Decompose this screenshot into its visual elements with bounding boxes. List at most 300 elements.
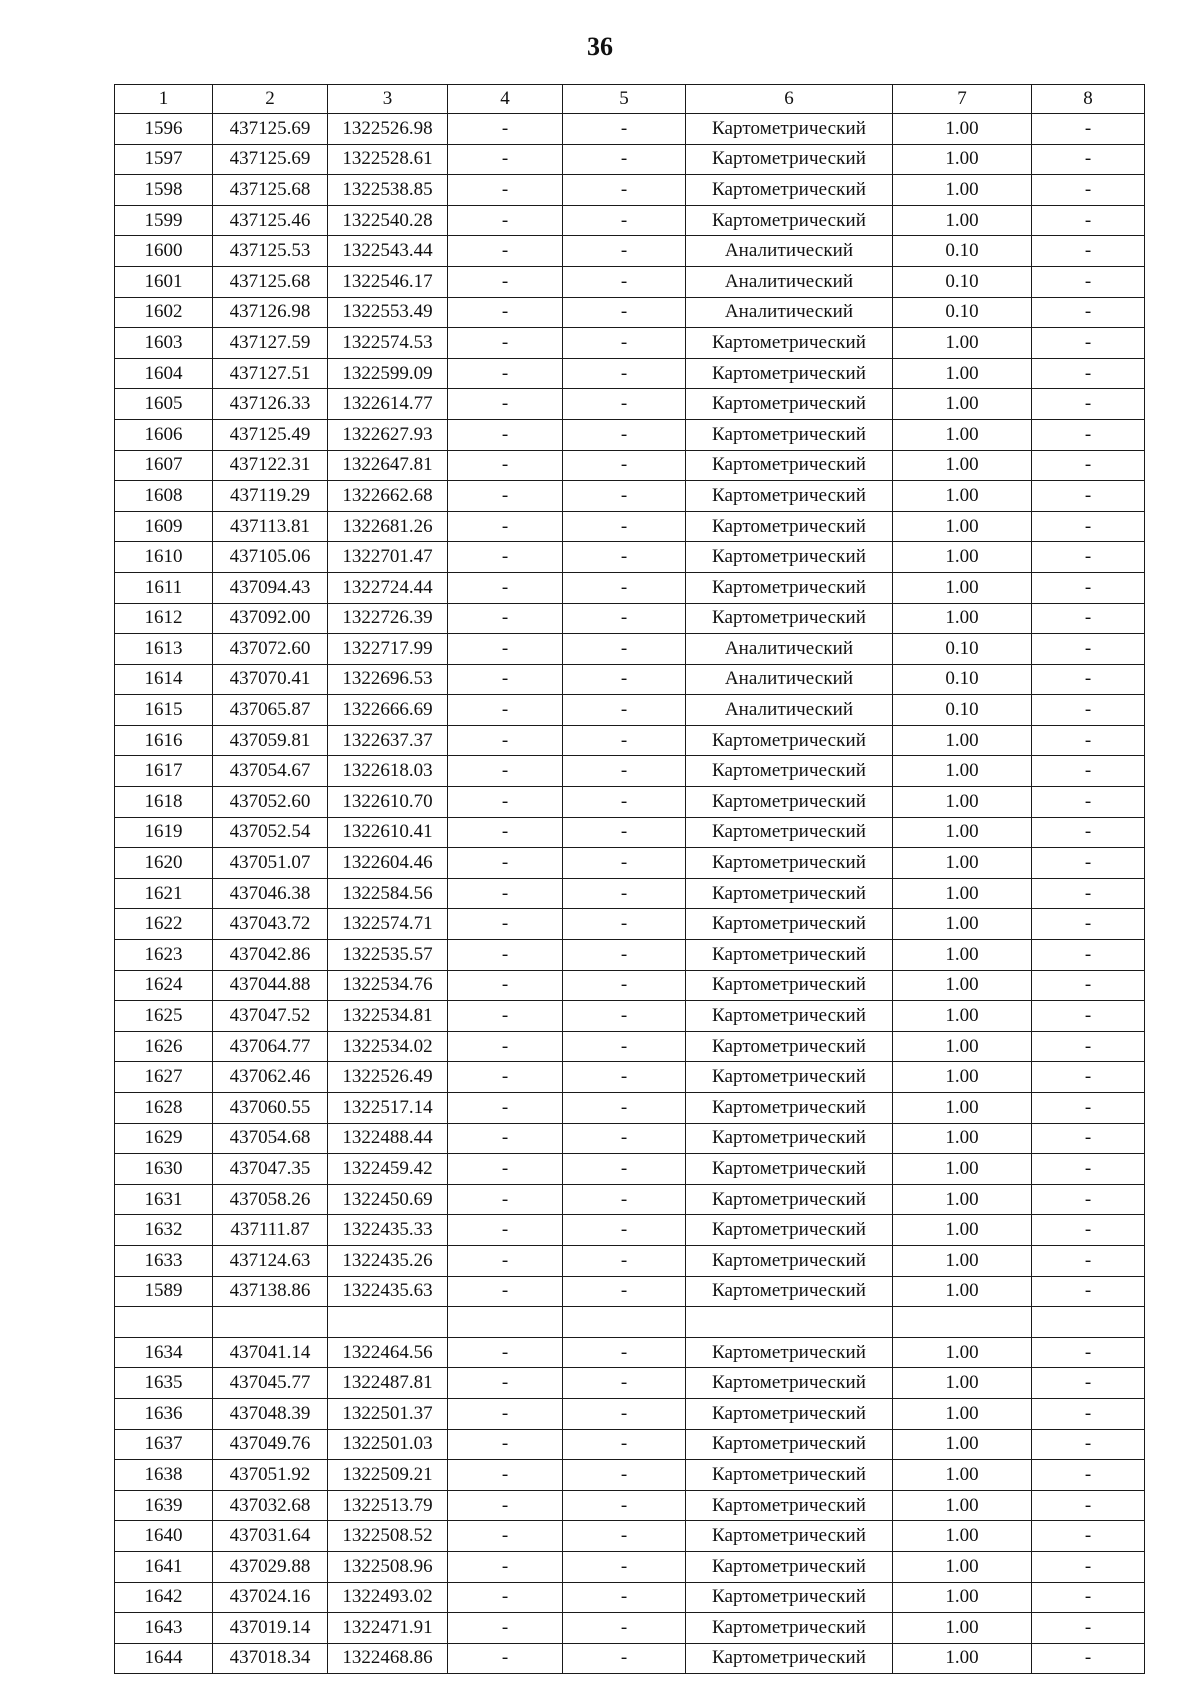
point-number-cell: 1611 [115, 572, 213, 603]
column-8-cell: - [1032, 817, 1145, 848]
column-8-cell: - [1032, 1154, 1145, 1185]
table-row [115, 1551, 1145, 1582]
column-5-cell: - [563, 1398, 686, 1429]
accuracy-cell: 1.00 [893, 1490, 1032, 1521]
point-number-cell: 1604 [115, 358, 213, 389]
point-number-cell: 1610 [115, 542, 213, 573]
column-5-cell: - [563, 1368, 686, 1399]
method-cell: Картометрический [686, 1093, 893, 1124]
method-cell: Картометрический [686, 389, 893, 420]
point-number-cell: 1619 [115, 817, 213, 848]
column-4-cell: - [448, 328, 563, 359]
x-coordinate-cell [213, 1307, 328, 1338]
table-row [115, 144, 1145, 175]
method-cell: Аналитический [686, 236, 893, 267]
x-coordinate-cell: 437049.76 [213, 1429, 328, 1460]
table-row [115, 1398, 1145, 1429]
table-row [115, 205, 1145, 236]
method-cell: Картометрический [686, 1062, 893, 1093]
y-coordinate-cell: 1322501.03 [328, 1429, 448, 1460]
column-8-cell: - [1032, 1460, 1145, 1491]
x-coordinate-cell: 437122.31 [213, 450, 328, 481]
y-coordinate-cell: 1322696.53 [328, 664, 448, 695]
method-cell: Аналитический [686, 664, 893, 695]
point-number-cell: 1626 [115, 1031, 213, 1062]
y-coordinate-cell: 1322526.49 [328, 1062, 448, 1093]
column-8-cell: - [1032, 358, 1145, 389]
column-4-cell: - [448, 817, 563, 848]
x-coordinate-cell: 437048.39 [213, 1398, 328, 1429]
column-4-cell: - [448, 511, 563, 542]
x-coordinate-cell: 437062.46 [213, 1062, 328, 1093]
point-number-cell: 1630 [115, 1154, 213, 1185]
y-coordinate-cell: 1322513.79 [328, 1490, 448, 1521]
method-cell: Картометрический [686, 1245, 893, 1276]
column-5-cell: - [563, 1643, 686, 1674]
column-8-cell: - [1032, 970, 1145, 1001]
y-coordinate-cell: 1322701.47 [328, 542, 448, 573]
column-5-cell: - [563, 1276, 686, 1307]
y-coordinate-cell [328, 1307, 448, 1338]
x-coordinate-cell: 437125.53 [213, 236, 328, 267]
column-5-cell: - [563, 1460, 686, 1491]
column-5-cell: - [563, 1582, 686, 1613]
column-8-cell: - [1032, 1398, 1145, 1429]
column-8-cell: - [1032, 297, 1145, 328]
column-8-cell: - [1032, 756, 1145, 787]
x-coordinate-cell: 437031.64 [213, 1521, 328, 1552]
column-4-cell: - [448, 1062, 563, 1093]
method-cell: Картометрический [686, 1460, 893, 1491]
method-cell: Картометрический [686, 1184, 893, 1215]
method-cell: Картометрический [686, 1001, 893, 1032]
column-5-cell: - [563, 266, 686, 297]
table-row [115, 970, 1145, 1001]
x-coordinate-cell: 437065.87 [213, 695, 328, 726]
table-row [115, 481, 1145, 512]
column-5-cell: - [563, 542, 686, 573]
method-cell: Картометрический [686, 450, 893, 481]
method-cell: Картометрический [686, 1215, 893, 1246]
y-coordinate-cell: 1322435.63 [328, 1276, 448, 1307]
column-8-cell: - [1032, 787, 1145, 818]
accuracy-cell: 1.00 [893, 970, 1032, 1001]
column-4-cell: - [448, 175, 563, 206]
table-row [115, 664, 1145, 695]
column-4-cell: - [448, 1521, 563, 1552]
y-coordinate-cell: 1322464.56 [328, 1337, 448, 1368]
column-5-cell: - [563, 389, 686, 420]
method-cell: Картометрический [686, 542, 893, 573]
accuracy-cell: 1.00 [893, 542, 1032, 573]
y-coordinate-cell: 1322681.26 [328, 511, 448, 542]
accuracy-cell: 1.00 [893, 1521, 1032, 1552]
table-row [115, 1031, 1145, 1062]
method-cell: Картометрический [686, 1398, 893, 1429]
accuracy-cell: 1.00 [893, 909, 1032, 940]
x-coordinate-cell: 437024.16 [213, 1582, 328, 1613]
accuracy-cell: 1.00 [893, 1245, 1032, 1276]
column-8-cell: - [1032, 266, 1145, 297]
method-cell: Картометрический [686, 1368, 893, 1399]
accuracy-cell: 1.00 [893, 848, 1032, 879]
column-4-cell: - [448, 1643, 563, 1674]
accuracy-cell: 1.00 [893, 725, 1032, 756]
x-coordinate-cell: 437052.54 [213, 817, 328, 848]
column-8-cell: - [1032, 1031, 1145, 1062]
y-coordinate-cell: 1322543.44 [328, 236, 448, 267]
point-number-cell: 1618 [115, 787, 213, 818]
accuracy-cell: 1.00 [893, 1123, 1032, 1154]
y-coordinate-cell: 1322553.49 [328, 297, 448, 328]
x-coordinate-cell: 437070.41 [213, 664, 328, 695]
table-row [115, 878, 1145, 909]
column-5-cell: - [563, 848, 686, 879]
column-5-cell: - [563, 236, 686, 267]
table-row [115, 1521, 1145, 1552]
point-number-cell: 1629 [115, 1123, 213, 1154]
y-coordinate-cell: 1322487.81 [328, 1368, 448, 1399]
x-coordinate-cell: 437041.14 [213, 1337, 328, 1368]
table-row [115, 236, 1145, 267]
y-coordinate-cell: 1322574.53 [328, 328, 448, 359]
column-4-cell: - [448, 603, 563, 634]
point-number-cell: 1621 [115, 878, 213, 909]
column-8-cell: - [1032, 1490, 1145, 1521]
accuracy-cell: 1.00 [893, 787, 1032, 818]
column-8-cell: - [1032, 725, 1145, 756]
method-cell: Картометрический [686, 1154, 893, 1185]
y-coordinate-cell: 1322534.02 [328, 1031, 448, 1062]
column-4-cell: - [448, 848, 563, 879]
x-coordinate-cell: 437125.69 [213, 114, 328, 145]
table-row [115, 328, 1145, 359]
point-number-cell: 1599 [115, 205, 213, 236]
column-5-cell: - [563, 695, 686, 726]
point-number-cell: 1606 [115, 419, 213, 450]
method-cell: Картометрический [686, 787, 893, 818]
point-number-cell: 1643 [115, 1613, 213, 1644]
column-8-cell: - [1032, 664, 1145, 695]
column-5-cell: - [563, 328, 686, 359]
point-number-cell: 1605 [115, 389, 213, 420]
method-cell: Картометрический [686, 1490, 893, 1521]
accuracy-cell: 1.00 [893, 1551, 1032, 1582]
accuracy-cell: 1.00 [893, 1429, 1032, 1460]
y-coordinate-cell: 1322435.33 [328, 1215, 448, 1246]
table-row [115, 1337, 1145, 1368]
x-coordinate-cell: 437111.87 [213, 1215, 328, 1246]
table-row [115, 358, 1145, 389]
table-row [115, 725, 1145, 756]
column-8-cell: - [1032, 940, 1145, 971]
method-cell: Картометрический [686, 725, 893, 756]
column-4-cell: - [448, 1613, 563, 1644]
table-row [115, 1490, 1145, 1521]
table-row [115, 450, 1145, 481]
point-number-cell: 1617 [115, 756, 213, 787]
y-coordinate-cell: 1322526.98 [328, 114, 448, 145]
table-row [115, 1429, 1145, 1460]
method-cell: Картометрический [686, 1551, 893, 1582]
accuracy-cell: 1.00 [893, 1643, 1032, 1674]
column-4-cell: - [448, 1276, 563, 1307]
table-row [115, 787, 1145, 818]
table-row [115, 1215, 1145, 1246]
column-8-cell: - [1032, 1215, 1145, 1246]
x-coordinate-cell: 437138.86 [213, 1276, 328, 1307]
y-coordinate-cell: 1322538.85 [328, 175, 448, 206]
method-cell: Аналитический [686, 695, 893, 726]
column-5-cell: - [563, 175, 686, 206]
method-cell: Картометрический [686, 1123, 893, 1154]
column-4-cell: - [448, 144, 563, 175]
column-8-cell: - [1032, 511, 1145, 542]
column-8-cell: - [1032, 1643, 1145, 1674]
column-8-cell: - [1032, 603, 1145, 634]
method-cell: Аналитический [686, 297, 893, 328]
column-5-cell: - [563, 1001, 686, 1032]
point-number-cell: 1608 [115, 481, 213, 512]
accuracy-cell: 1.00 [893, 481, 1032, 512]
column-4-cell: - [448, 787, 563, 818]
column-5-cell: - [563, 1123, 686, 1154]
column-8-cell: - [1032, 1093, 1145, 1124]
point-number-cell: 1636 [115, 1398, 213, 1429]
point-number-cell: 1632 [115, 1215, 213, 1246]
table-row [115, 1093, 1145, 1124]
table-row [115, 114, 1145, 145]
y-coordinate-cell: 1322618.03 [328, 756, 448, 787]
x-coordinate-cell: 437094.43 [213, 572, 328, 603]
column-5-cell: - [563, 572, 686, 603]
column-4-cell: - [448, 1215, 563, 1246]
table-row [115, 695, 1145, 726]
y-coordinate-cell: 1322468.86 [328, 1643, 448, 1674]
column-header: 3 [328, 85, 448, 114]
method-cell: Картометрический [686, 1643, 893, 1674]
accuracy-cell: 1.00 [893, 603, 1032, 634]
x-coordinate-cell: 437054.68 [213, 1123, 328, 1154]
accuracy-cell: 1.00 [893, 1613, 1032, 1644]
accuracy-cell: 1.00 [893, 1184, 1032, 1215]
table-row [115, 1643, 1145, 1674]
accuracy-cell: 1.00 [893, 1215, 1032, 1246]
y-coordinate-cell: 1322610.41 [328, 817, 448, 848]
x-coordinate-cell: 437047.35 [213, 1154, 328, 1185]
point-number-cell: 1603 [115, 328, 213, 359]
column-5-cell: - [563, 419, 686, 450]
column-8-cell: - [1032, 1245, 1145, 1276]
column-5-cell: - [563, 481, 686, 512]
y-coordinate-cell: 1322726.39 [328, 603, 448, 634]
method-cell: Картометрический [686, 114, 893, 145]
method-cell: Картометрический [686, 909, 893, 940]
column-8-cell: - [1032, 572, 1145, 603]
column-5-cell: - [563, 878, 686, 909]
column-8-cell: - [1032, 450, 1145, 481]
column-8-cell: - [1032, 542, 1145, 573]
point-number-cell: 1622 [115, 909, 213, 940]
column-8-cell: - [1032, 175, 1145, 206]
column-4-cell: - [448, 1551, 563, 1582]
column-4-cell: - [448, 1184, 563, 1215]
y-coordinate-cell: 1322517.14 [328, 1093, 448, 1124]
table-row [115, 848, 1145, 879]
accuracy-cell: 1.00 [893, 756, 1032, 787]
accuracy-cell: 1.00 [893, 450, 1032, 481]
column-4-cell: - [448, 481, 563, 512]
table-row [115, 175, 1145, 206]
column-4-cell: - [448, 236, 563, 267]
table-row [115, 1582, 1145, 1613]
y-coordinate-cell: 1322534.81 [328, 1001, 448, 1032]
y-coordinate-cell: 1322584.56 [328, 878, 448, 909]
column-8-cell: - [1032, 1337, 1145, 1368]
column-header: 7 [893, 85, 1032, 114]
column-5-cell: - [563, 1613, 686, 1644]
accuracy-cell [893, 1307, 1032, 1338]
column-5-cell: - [563, 664, 686, 695]
accuracy-cell: 1.00 [893, 1337, 1032, 1368]
column-5-cell: - [563, 1062, 686, 1093]
column-5-cell: - [563, 511, 686, 542]
column-8-cell: - [1032, 909, 1145, 940]
x-coordinate-cell: 437126.98 [213, 297, 328, 328]
column-5-cell: - [563, 1490, 686, 1521]
column-8-cell: - [1032, 236, 1145, 267]
column-4-cell: - [448, 970, 563, 1001]
table-row [115, 389, 1145, 420]
column-5-cell: - [563, 144, 686, 175]
column-8-cell: - [1032, 1429, 1145, 1460]
accuracy-cell: 1.00 [893, 511, 1032, 542]
point-number-cell: 1596 [115, 114, 213, 145]
y-coordinate-cell: 1322509.21 [328, 1460, 448, 1491]
accuracy-cell: 1.00 [893, 940, 1032, 971]
x-coordinate-cell: 437051.07 [213, 848, 328, 879]
method-cell: Картометрический [686, 481, 893, 512]
column-5-cell: - [563, 1429, 686, 1460]
column-4-cell: - [448, 1245, 563, 1276]
method-cell: Картометрический [686, 358, 893, 389]
column-4-cell [448, 1307, 563, 1338]
column-8-cell: - [1032, 1062, 1145, 1093]
table-row [115, 542, 1145, 573]
point-number-cell: 1624 [115, 970, 213, 1001]
column-8-cell: - [1032, 878, 1145, 909]
column-4-cell: - [448, 695, 563, 726]
point-number-cell [115, 1307, 213, 1338]
method-cell: Аналитический [686, 634, 893, 665]
accuracy-cell: 1.00 [893, 1276, 1032, 1307]
accuracy-cell: 1.00 [893, 358, 1032, 389]
table-row [115, 297, 1145, 328]
column-8-cell: - [1032, 389, 1145, 420]
accuracy-cell: 1.00 [893, 1001, 1032, 1032]
column-5-cell: - [563, 297, 686, 328]
column-5-cell: - [563, 1093, 686, 1124]
method-cell: Картометрический [686, 328, 893, 359]
column-5-cell: - [563, 725, 686, 756]
accuracy-cell: 1.00 [893, 205, 1032, 236]
x-coordinate-cell: 437042.86 [213, 940, 328, 971]
method-cell: Картометрический [686, 1613, 893, 1644]
x-coordinate-cell: 437029.88 [213, 1551, 328, 1582]
point-number-cell: 1589 [115, 1276, 213, 1307]
column-4-cell: - [448, 542, 563, 573]
table-row [115, 756, 1145, 787]
method-cell: Картометрический [686, 572, 893, 603]
point-number-cell: 1613 [115, 634, 213, 665]
column-8-cell: - [1032, 328, 1145, 359]
method-cell: Картометрический [686, 144, 893, 175]
table-row [115, 1276, 1145, 1307]
method-cell: Картометрический [686, 1031, 893, 1062]
point-number-cell: 1639 [115, 1490, 213, 1521]
point-number-cell: 1601 [115, 266, 213, 297]
column-header: 1 [115, 85, 213, 114]
accuracy-cell: 1.00 [893, 175, 1032, 206]
column-8-cell: - [1032, 1276, 1145, 1307]
column-4-cell: - [448, 1001, 563, 1032]
method-cell: Картометрический [686, 205, 893, 236]
table-row [115, 266, 1145, 297]
y-coordinate-cell: 1322535.57 [328, 940, 448, 971]
point-number-cell: 1623 [115, 940, 213, 971]
method-cell: Картометрический [686, 1276, 893, 1307]
method-cell: Картометрический [686, 175, 893, 206]
point-number-cell: 1627 [115, 1062, 213, 1093]
x-coordinate-cell: 437119.29 [213, 481, 328, 512]
y-coordinate-cell: 1322614.77 [328, 389, 448, 420]
table-row [115, 1460, 1145, 1491]
x-coordinate-cell: 437051.92 [213, 1460, 328, 1491]
column-5-cell: - [563, 1245, 686, 1276]
method-cell: Картометрический [686, 817, 893, 848]
table-row [115, 817, 1145, 848]
y-coordinate-cell: 1322647.81 [328, 450, 448, 481]
y-coordinate-cell: 1322540.28 [328, 205, 448, 236]
column-4-cell: - [448, 450, 563, 481]
table-row [115, 572, 1145, 603]
column-5-cell: - [563, 1551, 686, 1582]
column-4-cell: - [448, 114, 563, 145]
column-8-cell: - [1032, 1001, 1145, 1032]
y-coordinate-cell: 1322666.69 [328, 695, 448, 726]
column-5-cell: - [563, 603, 686, 634]
y-coordinate-cell: 1322528.61 [328, 144, 448, 175]
column-4-cell: - [448, 1582, 563, 1613]
point-number-cell: 1640 [115, 1521, 213, 1552]
coordinates-table [114, 84, 1145, 1674]
column-5-cell: - [563, 1521, 686, 1552]
column-8-cell: - [1032, 634, 1145, 665]
accuracy-cell: 1.00 [893, 572, 1032, 603]
column-4-cell: - [448, 1093, 563, 1124]
column-5-cell: - [563, 940, 686, 971]
accuracy-cell: 0.10 [893, 634, 1032, 665]
method-cell: Картометрический [686, 1337, 893, 1368]
column-4-cell: - [448, 634, 563, 665]
x-coordinate-cell: 437124.63 [213, 1245, 328, 1276]
accuracy-cell: 1.00 [893, 1460, 1032, 1491]
method-cell: Картометрический [686, 1521, 893, 1552]
point-number-cell: 1644 [115, 1643, 213, 1674]
table-row [115, 909, 1145, 940]
x-coordinate-cell: 437072.60 [213, 634, 328, 665]
table-row [115, 1062, 1145, 1093]
